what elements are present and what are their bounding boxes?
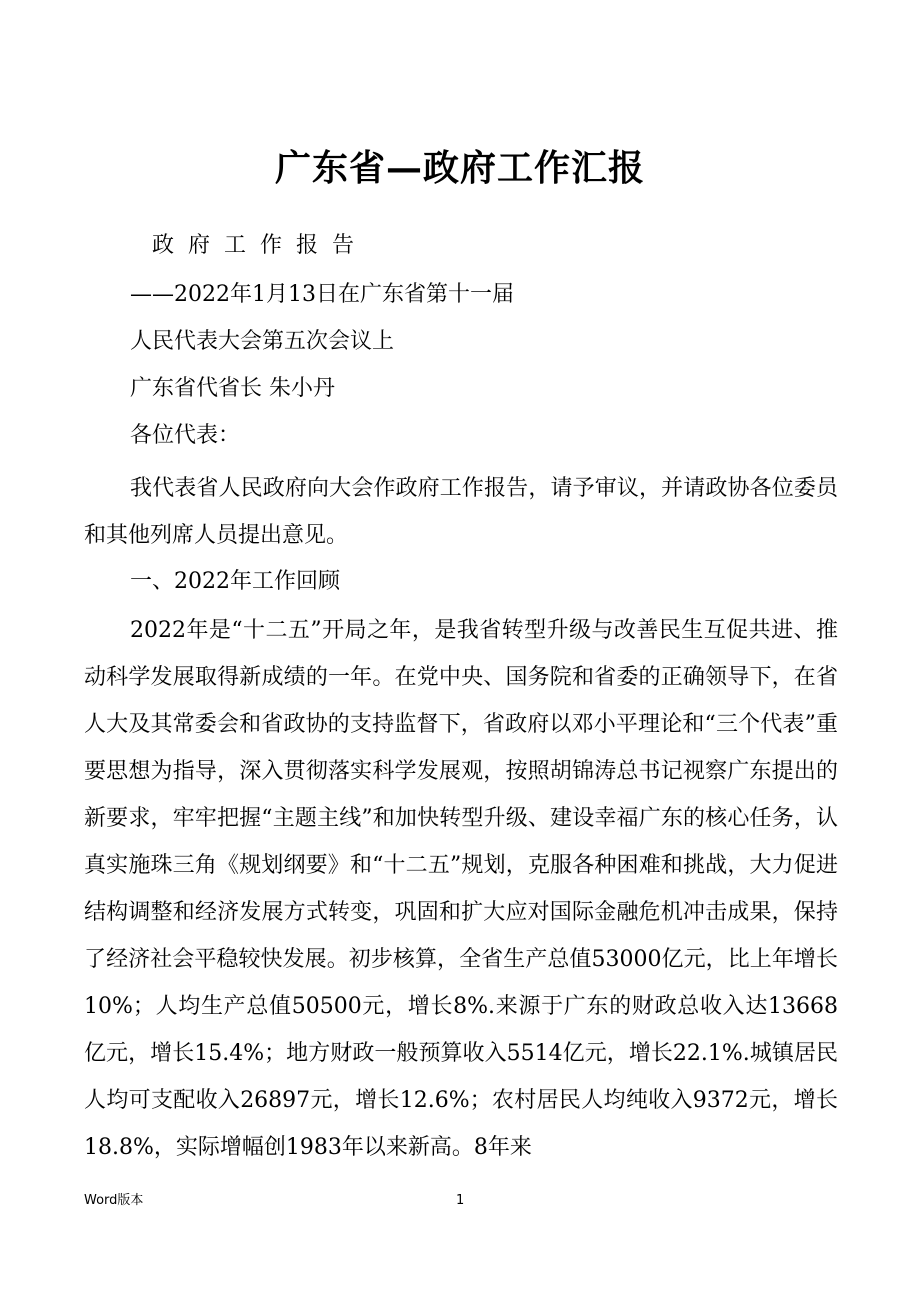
opening-paragraph: 我代表省人民政府向大会作政府工作报告，请予审议，并请政协各位委员和其他列席人员提出意见。: [84, 476, 838, 548]
salutation: 各位代表：: [130, 423, 241, 448]
date-line: ——2022年1月13日在广东省第十一届: [130, 282, 514, 307]
speaker-line: 广东省代省长 朱小丹: [130, 376, 335, 401]
report-subtitle: 政府工作报告: [152, 233, 369, 258]
page-number: 1: [456, 1193, 465, 1208]
section-heading: 一、2022年工作回顾: [130, 569, 340, 594]
footer-version-label: Word版本: [84, 1193, 144, 1208]
meeting-line: 人民代表大会第五次会议上: [130, 329, 395, 354]
document-title: 广东省—政府工作汇报: [274, 147, 645, 189]
review-paragraph: 2022年是“十二五”开局之年，是我省转型升级与改善民生互促共进、推动科学发展取得新成绩的一年。在党中央、国务院和省委的正确领导下，在省人大及其常委会和省政协的支持监督下，省政府以邓小平理论和“三个代表”重要思想为指导，深入贯彻落实科学发展观，按照胡锦涛总书记视察广东提出的新要求，牢牢把握“主题主线”和加快转型升级、建设幸福广东的核心任务，认真实施珠三角《规划纲要》和“十二五”规划，克服各种困难和挑战，大力促进结构调整和经济发展方式转变，巩固和扩大应对国际金融危机冲击成果，保持了经济社会平稳较快发展。初步核算，全省生产总值53000亿元，比上年增长10%；人均生产总值50500元，增长8%.来源于广东的财政总收入达13668亿元，增长15.4%；地方财政一般预算收入5514亿元，增长22.1%.城镇居民人均可支配收入26897元，增长12.6%；农村居民人均纯收入9372元，增长18.8%，实际增幅创1983年以来新高。8年来: [84, 618, 838, 1160]
